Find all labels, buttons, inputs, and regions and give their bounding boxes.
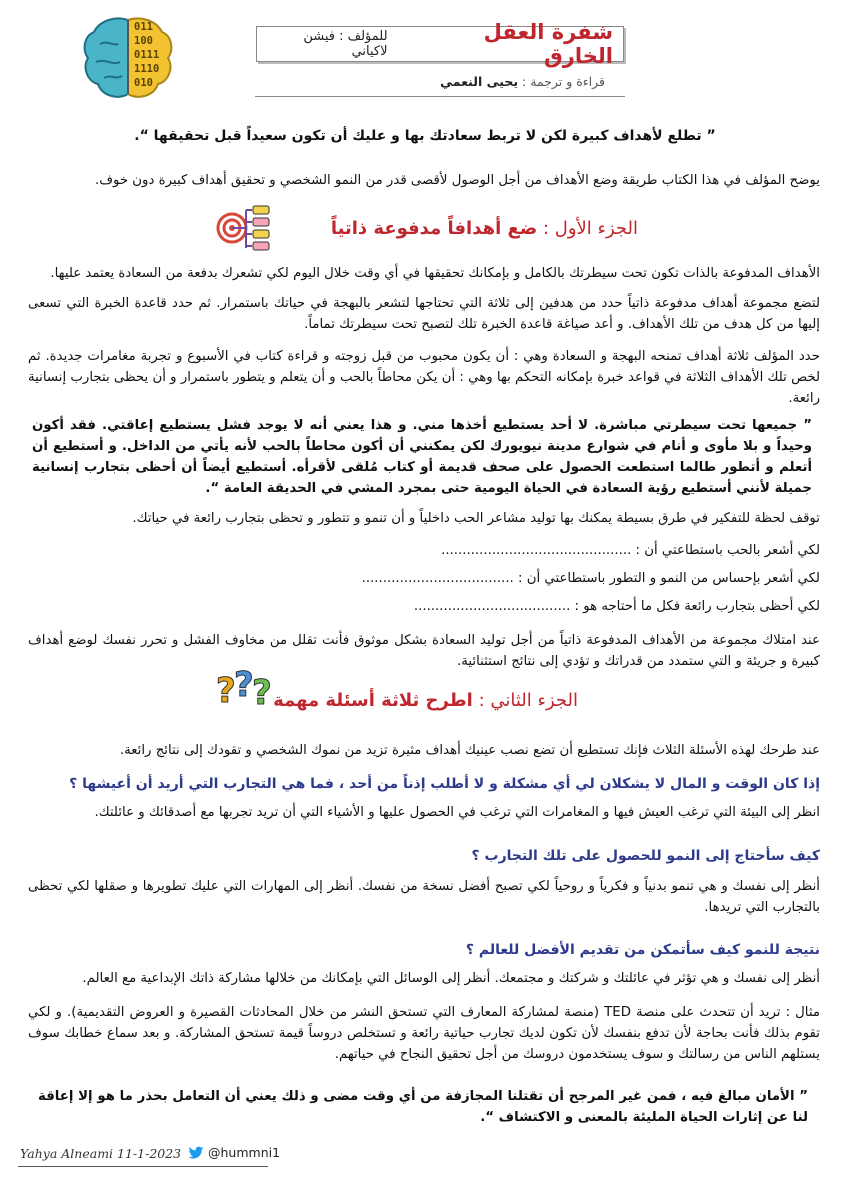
part1-heading [331,218,638,239]
code-line: 011 [134,21,153,33]
answer-3: أنظر إلى نفسك و هي تؤثر في عائلتك و شركتك و مجتمعك. أنظر إلى الوسائل التي بإمكانك من خلالها مشاركة ذاتك الإبداعية مع العالم. [82,971,820,986]
question-2: كيف سأحتاج إلى النمو للحصول على تلك التجارب ؟ [471,848,820,864]
fill-in-line-1: لكي أشعر بالحب باستطاعتي أن : ............................................. [441,543,820,558]
part1-paragraph-1: الأهداف المدفوعة بالذات تكون تحت سيطرتك بالكامل و بإمكانك تحقيقها في أي وقت خلال اليوم لكي تشعرك بدفعة من السعادة يعتمد عليها. [50,266,820,281]
svg-text:?: ? [234,666,254,705]
code-line: 010 [134,77,153,89]
part1-paragraph-2: لتضع مجموعة أهداف مدفوعة ذاتياً حدد من هدفين إلى ثلاثة التي تحتاجها لتشعر بالبهجة في حياتك باستمرار. ثم حدد قاعدة الخبرة التي تسعى إليها من كل هدف من تلك الأهداف. و أعد صياغة قاعدة الخبرة تلك لتصبح تحت سيطرتك تماماً. [28,296,820,332]
fill-in-line-3: لكي أحظى بتجارب رائعة فكل ما أحتاجه هو : ..................................... [413,599,820,614]
part2-paragraph-1: عند طرحك لهذه الأسئلة الثلاث فإنك تستطيع أن تضع نصب عينيك أهداف مثيرة تزيد من نموك الشخصي و تقودك إلى نتائج رائعة. [119,743,820,758]
question-marks-icon [214,666,276,716]
twitter-handle-text: @hummni1 [208,1145,281,1160]
svg-text:?: ? [252,673,272,712]
translator-name: يحيى النعمي [440,74,519,89]
intro-summary: يوضح المؤلف في هذا الكتاب طريقة وضع الأهداف من أجل الوصول لأقصى قدر من النمو الشخصي و تحقيق أهداف كبيرة دون خوف. [94,173,820,188]
part1-label: الجزء الأول : [542,218,638,239]
part2-heading [273,690,578,711]
footer-divider [18,1166,268,1167]
brain-logo [78,14,178,102]
intro-quote: ” تطلع لأهداف كبيرة لكن لا تربط سعادتك بها و عليك أن تكون سعيداً قبل تحقيقها “. [134,128,716,144]
translator-prefix: قراءة و ترجمة : [522,74,605,89]
book-title: شفرة العقل الخارق [483,20,613,68]
part2-title: اطرح ثلاثة أسئلة مهمة [273,690,473,711]
twitter-handle [188,1145,280,1160]
code-line: 100 [134,35,153,47]
part1-title: ضع أهدافاً مدفوعة ذاتياً [330,218,538,239]
answer-1: انظر إلى البيئة التي ترغب العيش فيها و المغامرات التي ترغب في الحصول عليها و الأشياء التي أن تريد تجربها مع أصدقائك و عائلتك. [94,805,820,820]
part1-paragraph-4: توقف لحظة للتفكير في طرق بسيطة يمكنك بها توليد مشاعر الحب داخلياً و أن تنمو و تتطور و تحظى بتجارب رائعة في حياتك. [132,511,820,526]
code-line: 0111 [134,49,160,61]
brain-icon [78,14,178,102]
fill-in-line-2: لكي أشعر بإحساس من النمو و التطور باستطاعتي أن : .................................... [361,571,820,586]
part1-paragraph-5: عند امتلاك مجموعة من الأهداف المدفوعة ذاتياً من أجل توليد السعادة بشكل موثوق فأنت تقلل من مخاوف الفشل و تحرر نفسك لوضع أهداف كبيرة و جريئة و التي ستمدد من قدراتك و تؤدي إلى نتائج استثنائية. [28,633,820,669]
part1-author-quote: ” جميعها تحت سيطرتي مباشرة. لا أحد يستطيع أخذها مني. و هذا يعني أنه لا يوجد فشل يستطيع إعاقتي. فقد أكون وحيداً و بلا مأوى و أنام في شوارع مدينة نيويورك لكن يمكنني أن أكون محاطاً بالحب لأنه يأتي من الداخل. و أستطيع أن أتعلم و أتطور طالما استطعت الحصول على صحف قديمة أو كتاب مُلقى لأقرأه. أستطيع أيضاً أن أحظى بتجارب إنسانية جميلة لأنني أستطيع رؤية السعادة في الحياة اليومية حتى بمجرد المشي في الحديقة العامة “. [32,418,812,496]
signature: Yahya Alneami 11-1-2023 [20,1146,182,1161]
target-checklist-icon [216,202,272,258]
svg-text:?: ? [216,671,236,711]
author-line: للمؤلف : فيشن لاكياني [303,29,388,59]
part2-label: الجزء الثاني : [478,690,578,711]
question-1: إذا كان الوقت و المال لا يشكلان لي أي مشكلة و لا أطلب إذناً من أحد ، فما هي التجارب التي أريد أن أعيشها ؟ [69,776,820,792]
twitter-bird-icon [188,1146,204,1160]
header-divider [255,96,625,97]
closing-quote: ” الأمان مبالغ فيه ، فمن غير المرجح أن تقتلنا المجازفة من أي وقت مضى و ذلك يعني أن التعامل بحذر ما هو إلا إعاقة لنا عن إثارات الحياة المليئة بالمعنى و الاكتشاف “. [38,1089,808,1125]
question-3: نتيجة للنمو كيف سأتمكن من تقديم الأفضل للعالم ؟ [465,942,820,958]
example-paragraph: مثال : تريد أن تتحدث على منصة TED (منصة لمشاركة المعارف التي تستحق النشر من خلال المحادثات القصيرة و العروض التقديمية). و لكي تقوم بذلك فأنت بحاجة لأن تدفع بنفسك لأن تكون لديك تجارب حياتية رائعة و تستخلص دروساً قيمة تستحق المشاركة. و بعد سماع خطابك سوف يستلهم الناس من رسالتك و سوف يستخدمون دروسك من أجل تحقيق النجاح في حياتهم. [28,1005,820,1062]
title-box [256,20,624,68]
answer-2: أنظر إلى نفسك و هي تنمو بدنياً و فكرياً و روحياً لكي تصبح أفضل نسخة من نفسك. أنظر إلى المهارات التي عليك تطويرها و صقلها لكي تحظى بالتجارب التي تريدها. [28,879,820,915]
translator-line [440,74,605,89]
part1-paragraph-3: حدد المؤلف ثلاثة أهداف تمنحه البهجة و السعادة وهي : أن يكون محبوب من قبل زوجته و قراءة كتاب في الأسبوع و تجربة مغامرات جديدة. ثم لخص تلك الأهداف الثلاثة في قواعد خبرة بإمكانه التحكم بها وهي : أن يكن محاطاً بالحب و أن يتعلم و يتطور باستمرار و أن يحظى بتجارب إنسانية رائعة. [28,349,820,406]
code-line: 1110 [134,63,160,75]
